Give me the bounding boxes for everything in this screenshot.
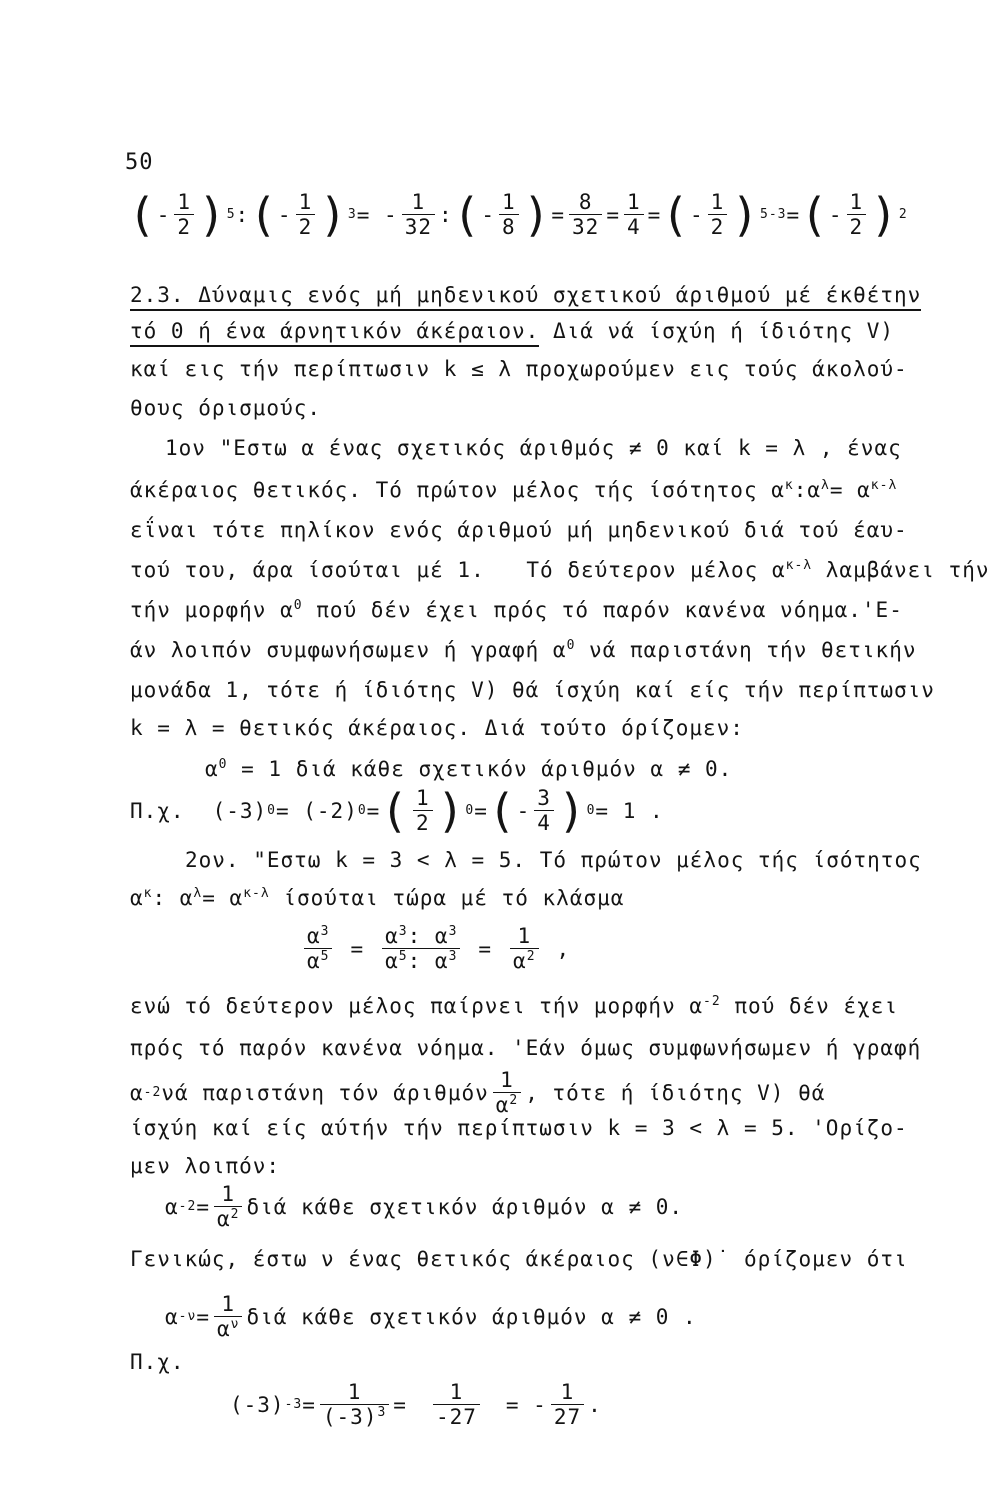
math: α: [205, 757, 219, 781]
paren: ): [870, 187, 899, 242]
fraction: $\frac{1}{27}$: [551, 1380, 584, 1429]
text: πού δέν έχει πρός τό παρόν κανένα νόημα.'Ε-: [302, 598, 903, 622]
text-line: 1ον "Εστω α ένας σχετικός άριθμός ≠ 0 καί k = λ , ένας: [165, 436, 902, 460]
operator: =: [196, 1194, 210, 1219]
fraction: $\frac{\alpha^3: \alpha^3}{\alpha^5: \alpha^3}$: [382, 924, 460, 973]
fraction: $\frac{1}{2}$: [847, 190, 867, 239]
text-line: k = λ = θετικός άκέραιος. Διά τούτο όρίζομεν:: [130, 716, 744, 740]
exponent: λ: [821, 478, 830, 493]
punctuation: ,: [556, 936, 571, 961]
fraction: $\frac{\alpha^3}{\alpha^5}$: [304, 924, 332, 973]
fraction: $\frac{1}{4}$: [624, 190, 644, 239]
text: τήν μορφήν α: [130, 598, 294, 622]
definition-a-minus-n: α -ν = $\frac{1}{\alpha^\nu}$ διά κάθε σχετικόν άριθμόν α ≠ 0 .: [165, 1292, 697, 1342]
math: (-3): [230, 1392, 285, 1417]
definition-a0: [205, 757, 732, 781]
operator: =: [350, 936, 365, 961]
text-line: [130, 638, 916, 662]
operator: =: [393, 1392, 407, 1417]
text-line: [130, 598, 903, 622]
exponent: κ: [784, 478, 794, 493]
math: = (-2): [275, 798, 358, 823]
fraction: $\frac{8}{32}$: [569, 190, 602, 239]
paren: (: [800, 187, 829, 242]
text-line: καί εις τήν περίπτωσιν k ≤ λ προχωρούμεν εις τούς άκολού-: [130, 357, 908, 381]
math: = α: [202, 886, 244, 910]
exponent: 0: [293, 598, 303, 613]
math: =: [366, 798, 381, 823]
top-equation: ( - $\frac{1}{2}$ ) 5 : ( - $\frac{1}{2}$ ) 3 = - $\frac{1}{32}$ : ( - $\frac{1}{8}$ ) = $\frac{8}{32}$ = $\frac{1}{4}$ = ( - $\frac{1}{2}$ ) 5-3 = ( - $\frac{1}{2}$ ) 2: [128, 187, 908, 242]
text: άν λοιπόν συμφωνήσωμεν ή γραφή α: [130, 638, 567, 662]
paren: ): [198, 187, 227, 242]
exponent: κ: [143, 886, 153, 901]
math: α: [165, 1304, 179, 1329]
math: α: [130, 1080, 144, 1105]
exponent: κ-λ: [243, 886, 270, 901]
operator: =: [786, 202, 801, 227]
text-line: πρός τό παρόν κανένα νόημα. 'Εάν όμως συμφωνήσωμεν ή γραφή: [130, 1036, 922, 1060]
text: Τό δεύτερον μέλος: [526, 558, 759, 582]
fraction: $\frac{1}{(-3)^3}$: [320, 1380, 389, 1429]
operator: =: [551, 202, 566, 227]
math: :α: [793, 478, 822, 502]
section-heading: [130, 283, 921, 307]
paren: (: [249, 187, 278, 242]
text: τού του, άρα ίσούται μέ 1.: [130, 558, 485, 582]
fraction: $\frac{1}{8}$: [499, 190, 519, 239]
fraction: $\frac{1}{2}$: [708, 190, 728, 239]
text-line: μεν λοιπόν:: [130, 1154, 281, 1178]
exponent: -2: [703, 994, 721, 1009]
fraction: $\frac{3}{4}$: [534, 786, 554, 835]
operator: :: [438, 202, 453, 227]
text-line: 2ον. "Εστω k = 3 < λ = 5. Τό πρώτον μέλος τής ίσότητος: [185, 848, 922, 872]
paren: (: [661, 187, 690, 242]
text-line: [130, 558, 990, 582]
text: ενώ τό δεύτερον μέλος παίρνει τήν μορφήν α: [130, 994, 704, 1018]
text-line: α -2 νά παριστάνη τόν άριθμόν $\frac{1}{\alpha^2}$ , τότε ή ίδιότης V) θά: [130, 1068, 826, 1118]
operator: :: [235, 202, 250, 227]
math: α: [771, 478, 785, 502]
math: = α: [829, 478, 871, 502]
math: : α: [152, 886, 194, 910]
text: ίσούται τώρα μέ τό κλάσμα: [269, 886, 625, 910]
paren: ): [557, 783, 587, 838]
text-line: θους όρισμούς.: [130, 396, 322, 420]
paren: ): [436, 783, 466, 838]
text: πού δέν έχει: [720, 994, 899, 1018]
operator: =: [302, 1392, 316, 1417]
text: , τότε ή ίδιότης V) θά: [525, 1080, 826, 1105]
example-label: Π.χ.: [130, 798, 185, 823]
fraction: $\frac{1}{2}$: [296, 190, 316, 239]
punctuation: .: [588, 1392, 602, 1417]
example-label: Π.χ.: [130, 1350, 185, 1374]
paren: (: [128, 187, 157, 242]
operator: =: [606, 202, 620, 227]
paren: ): [522, 187, 552, 242]
exponent: κ-λ: [870, 478, 898, 493]
fraction-equation: [300, 924, 570, 973]
fraction: $\frac{1}{\alpha^2}$: [510, 924, 538, 973]
definition-a-minus-2: α -2 = $\frac{1}{\alpha^2}$ διά κάθε σχετικόν άριθμόν α ≠ 0.: [165, 1182, 684, 1232]
text: διά κάθε σχετικόν άριθμόν α ≠ 0 .: [246, 1304, 697, 1329]
example-1: Π.χ. (-3) 0 = (-2) 0 = ( $\frac{1}{2}$ ) 0 = ( - $\frac{3}{4}$ ) 0 = 1 .: [130, 783, 664, 838]
operator: = -: [505, 1392, 547, 1417]
text: διά κάθε σχετικόν άριθμόν α ≠ 0.: [246, 1194, 684, 1219]
text-line: μονάδα 1, τότε ή ίδιότης V) θά ίσχύη καί είς τήν περίπτωσιν: [130, 678, 935, 702]
exponent: 0: [566, 638, 576, 653]
text-line: Γενικώς, έστω ν ένας θετικός άκέραιος (ν∈Φ)˙ όρίζομεν ότι: [130, 1247, 908, 1271]
paren: ): [319, 187, 348, 242]
text: νά παριστάνη τήν θετικήν: [575, 638, 917, 662]
fraction: $\frac{1}{\alpha^2}$: [214, 1182, 242, 1231]
fraction: $\frac{1}{2}$: [174, 190, 194, 239]
math: α: [130, 886, 144, 910]
example-2: (-3) -3 = $\frac{1}{(-3)^3}$ = $\frac{1}{-27}$ = - $\frac{1}{27}$ .: [230, 1380, 602, 1430]
operator: =: [647, 202, 662, 227]
text: νά παριστάνη τόν άριθμόν: [161, 1080, 489, 1105]
text: = 1 διά κάθε σχετικόν άριθμόν α ≠ 0.: [227, 757, 733, 781]
text-line: εΐναι τότε πηλίκον ενός άριθμού μή μηδενικού διά τού έαυ-: [130, 518, 908, 542]
text-line: ίσχύη καί είς αύτήν τήν περίπτωσιν k = 3 < λ = 5. 'Ορίζο-: [130, 1116, 908, 1140]
fraction: $\frac{1}{2}$: [413, 786, 433, 835]
paren: (: [487, 783, 517, 838]
fraction: $\frac{1}{32}$: [402, 190, 435, 239]
page-number: 50: [125, 150, 154, 175]
fraction: $\frac{1}{\alpha^\nu}$: [214, 1292, 242, 1341]
text-line: [130, 886, 624, 910]
exponent: 0: [218, 757, 228, 772]
paren: (: [380, 783, 410, 838]
operator: = -: [356, 202, 398, 227]
math: α: [771, 558, 786, 582]
exponent: λ: [193, 886, 203, 901]
fraction: $\frac{1}{-27}$: [433, 1380, 480, 1429]
math: =: [474, 798, 488, 823]
text: λαμβάνει τήν: [825, 558, 990, 582]
text-line: [130, 994, 898, 1018]
operator: =: [478, 936, 493, 961]
math: (-3): [212, 798, 268, 823]
math: α: [165, 1194, 179, 1219]
heading-line-2: τό 0 ή ένα άρνητικόν άκέραιον.: [130, 319, 539, 347]
text-line: [130, 478, 897, 502]
exponent: κ-λ: [785, 558, 813, 573]
operator: =: [196, 1304, 210, 1329]
fraction: $\frac{1}{\alpha^2}$: [493, 1068, 521, 1117]
math: = 1 .: [595, 798, 664, 823]
heading-rest: Διά νά ίσχύη ή ίδιότης V): [539, 319, 895, 343]
text: άκέραιος θετικός. Τό πρώτον μέλος τής ίσότητος: [130, 478, 758, 502]
paren: (: [452, 187, 482, 242]
section-heading-cont: [130, 319, 894, 343]
heading-line-1: 2.3. Δύναμις ενός μή μηδενικού σχετικού άριθμού μέ έκθέτην: [130, 283, 921, 311]
paren: ): [731, 187, 760, 242]
